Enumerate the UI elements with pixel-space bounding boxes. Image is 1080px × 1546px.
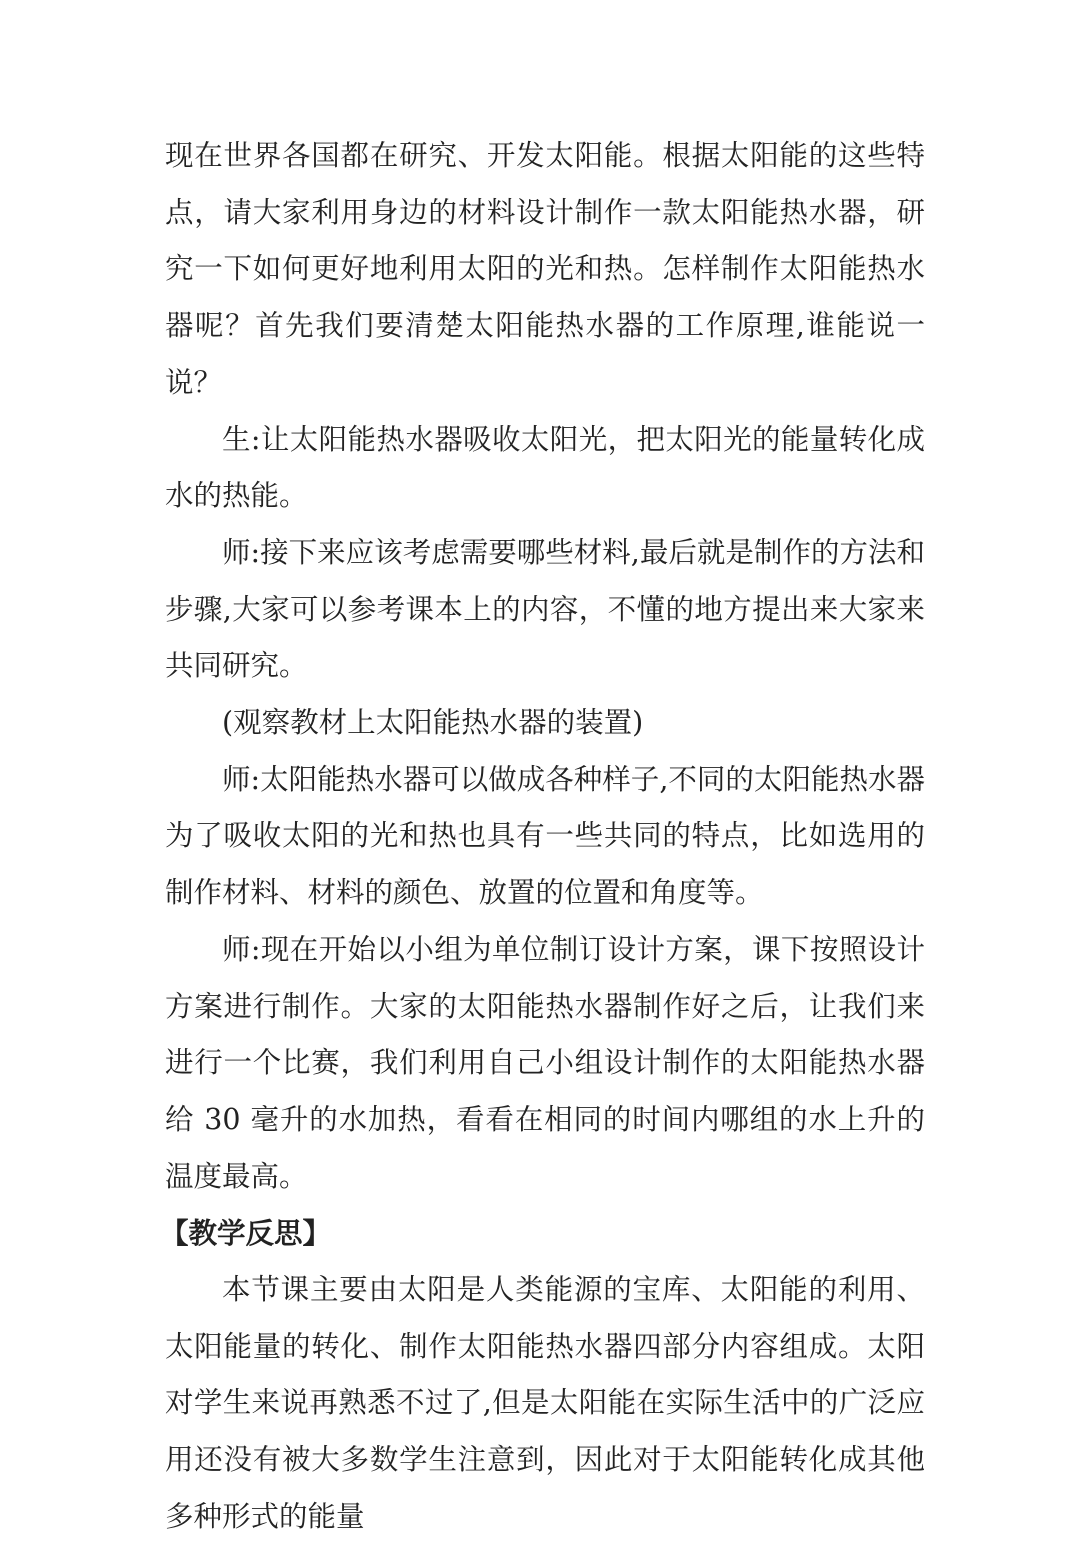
- paragraph-observe-device: (观察教材上太阳能热水器的装置): [222, 706, 644, 740]
- paragraph-student-answer: 生:让太阳能热水器吸收太阳光，把太阳光的能量转化成水的热能。: [165, 422, 925, 513]
- section-heading-reflection: 【教学反思】: [160, 1216, 332, 1251]
- paragraph-teacher-contest: 师:现在开始以小组为单位制订设计方案，课下按照设计方案进行制作。大家的太阳能热水器制作好之后，让我们来进行一个比赛，我们利用自己小组设计制作的太阳能热水器给 30 毫升的水加热，看看在相同的时间内哪组的水上升的温度最高。: [165, 932, 925, 1193]
- paragraph-teacher-materials: 师:接下来应该考虑需要哪些材料,最后就是制作的方法和步骤,大家可以参考课本上的内容，不懂的地方提出来大家来共同研究。: [165, 535, 925, 683]
- document-body: [160, 128, 925, 1546]
- paragraph-teacher-features: 师:太阳能热水器可以做成各种样子,不同的太阳能热水器为了吸收太阳的光和热也具有一些共同的特点，比如选用的制作材料、材料的颜色、放置的位置和角度等。: [165, 762, 925, 910]
- paragraph-intro: 现在世界各国都在研究、开发太阳能。根据太阳能的这些特点，请大家利用身边的材料设计制作一款太阳能热水器，研究一下如何更好地利用太阳的光和热。怎样制作太阳能热水器呢？首先我们要清楚太阳能热水器的工作原理,谁能说一说？: [165, 139, 925, 399]
- paragraph-reflection: 本节课主要由太阳是人类能源的宝库、太阳能的利用、太阳能量的转化、制作太阳能热水器四部分内容组成。太阳对学生来说再熟悉不过了,但是太阳能在实际生活中的广泛应用还没有被大多数学生注意到，因此对于太阳能转化成其他多种形式的能量: [165, 1273, 925, 1533]
